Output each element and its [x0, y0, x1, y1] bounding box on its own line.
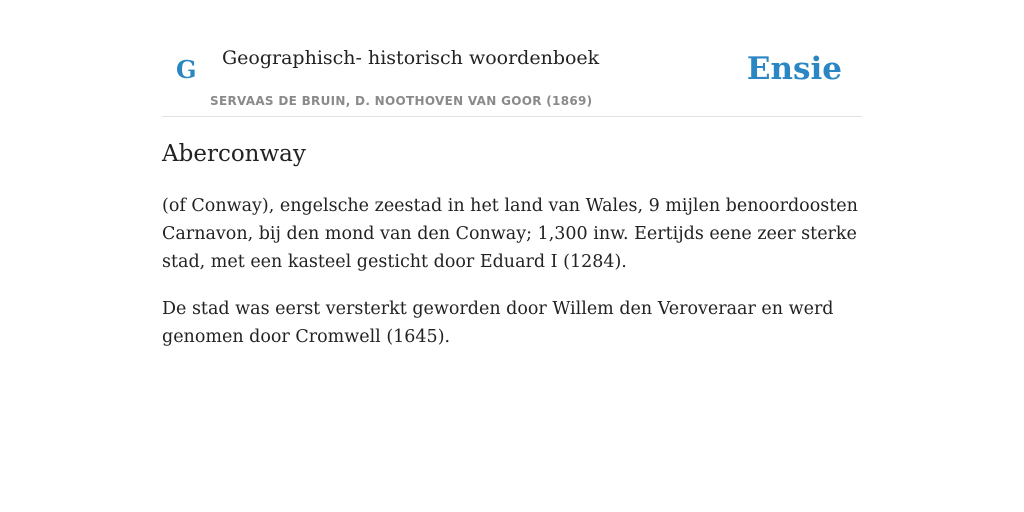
entry-content: [162, 136, 862, 351]
book-authors: SERVAAS DE BRUIN, D. NOOTHOVEN VAN GOOR (1869): [210, 94, 593, 108]
book-header: [162, 0, 862, 117]
book-logo-letter[interactable]: G: [176, 55, 197, 84]
entry-title: Aberconway: [162, 141, 306, 167]
entry-paragraph: (of Conway), engelsche zeestad in het land van Wales, 9 mijlen benoordoosten Carnavon, bij den mond van den Conway; 1,300 inw. Eertijds eene zeer sterke stad, met een kasteel gesticht door Eduard I (1284).: [162, 196, 858, 272]
ensie-logo[interactable]: Ensie: [746, 51, 842, 87]
book-title[interactable]: Geographisch- historisch woordenboek: [222, 47, 600, 69]
entry-paragraph: De stad was eerst versterkt geworden door Willem den Veroveraar en werd genomen door Cromwell (1645).: [162, 299, 834, 347]
